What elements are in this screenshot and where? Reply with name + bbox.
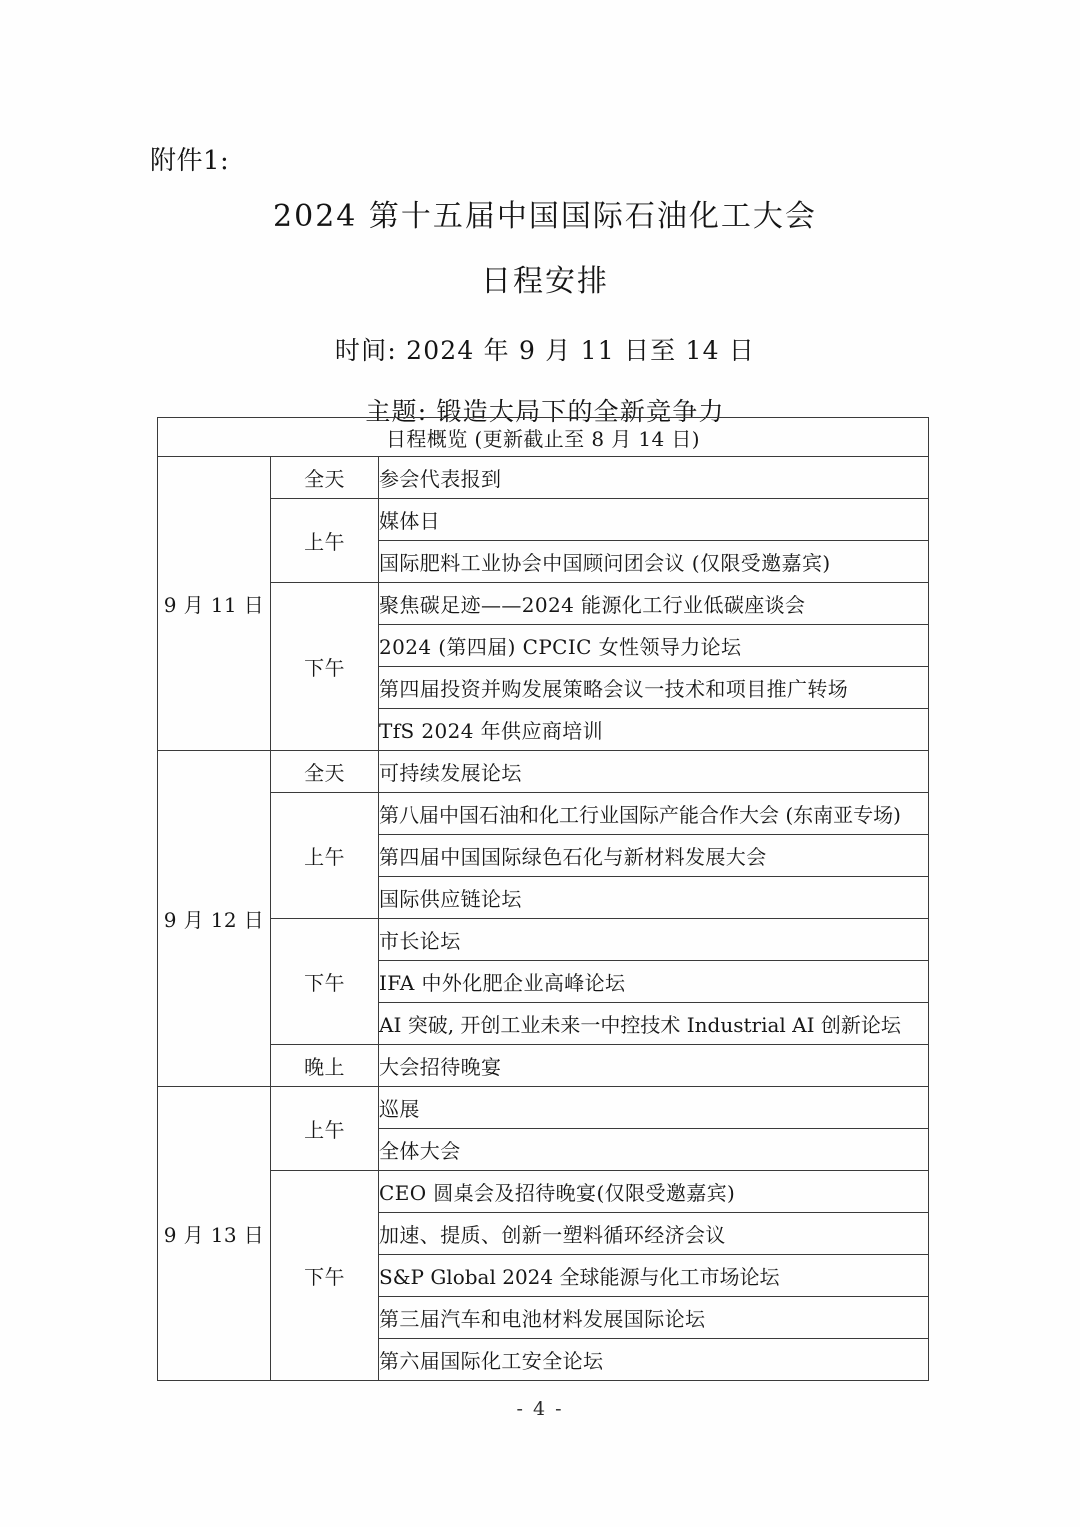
- schedule-caption: 日程概览 (更新截止至 8 月 14 日): [158, 418, 929, 457]
- schedule-event-cell: IFA 中外化肥企业高峰论坛: [379, 961, 929, 1003]
- page-number-footer: - 4 -: [516, 1398, 564, 1420]
- schedule-event-cell: 参会代表报到: [379, 457, 929, 499]
- schedule-table-container: [157, 417, 928, 1381]
- schedule-event-cell: 全体大会: [379, 1129, 929, 1171]
- schedule-event-cell: 大会招待晚宴: [379, 1045, 929, 1087]
- schedule-event-cell: 国际肥料工业协会中国顾问团会议 (仅限受邀嘉宾): [379, 541, 929, 583]
- schedule-row: [158, 1045, 929, 1087]
- schedule-daypart-cell: 晚上: [271, 1045, 379, 1087]
- schedule-caption-row: [158, 418, 929, 457]
- schedule-event-cell: S&P Global 2024 全球能源与化工市场论坛: [379, 1255, 929, 1297]
- schedule-daypart-cell: 全天: [271, 751, 379, 793]
- schedule-row: [158, 751, 929, 793]
- schedule-row: [158, 919, 929, 961]
- schedule-event-cell: 聚焦碳足迹——2024 能源化工行业低碳座谈会: [379, 583, 929, 625]
- schedule-daypart-cell: 下午: [271, 919, 379, 1045]
- schedule-daypart-cell: 上午: [271, 499, 379, 583]
- schedule-row: [158, 499, 929, 541]
- document-subtitle: 日程安排: [481, 264, 609, 300]
- document-title: 2024 第十五届中国国际石油化工大会: [273, 199, 817, 234]
- schedule-event-cell: 国际供应链论坛: [379, 877, 929, 919]
- event-theme-line: 主题: 锻造大局下的全新竞争力: [365, 396, 725, 426]
- schedule-event-cell: 第四届投资并购发展策略会议一技术和项目推广转场: [379, 667, 929, 709]
- schedule-event-cell: 第四届中国国际绿色石化与新材料发展大会: [379, 835, 929, 877]
- schedule-daypart-cell: 全天: [271, 457, 379, 499]
- schedule-event-cell: 加速、提质、创新一塑料循环经济会议: [379, 1213, 929, 1255]
- schedule-date-cell: 9 月 13 日: [158, 1087, 271, 1381]
- schedule-row: [158, 1171, 929, 1213]
- schedule-event-cell: 第三届汽车和电池材料发展国际论坛: [379, 1297, 929, 1339]
- schedule-table: [157, 417, 929, 1381]
- schedule-event-cell: CEO 圆桌会及招待晚宴(仅限受邀嘉宾): [379, 1171, 929, 1213]
- schedule-event-cell: 媒体日: [379, 499, 929, 541]
- schedule-event-cell: 第六届国际化工安全论坛: [379, 1339, 929, 1381]
- document-heading-block: [150, 196, 940, 429]
- schedule-daypart-cell: 上午: [271, 793, 379, 919]
- schedule-event-cell: 2024 (第四届) CPCIC 女性领导力论坛: [379, 625, 929, 667]
- schedule-event-cell: 可持续发展论坛: [379, 751, 929, 793]
- schedule-daypart-cell: 上午: [271, 1087, 379, 1171]
- event-time-line: 时间: 2024 年 9 月 11 日至 14 日: [334, 335, 756, 365]
- schedule-event-cell: 第八届中国石油和化工行业国际产能合作大会 (东南亚专场): [379, 793, 929, 835]
- schedule-row: [158, 1087, 929, 1129]
- schedule-row: [158, 793, 929, 835]
- attachment-label: 附件1:: [150, 146, 230, 176]
- schedule-daypart-cell: 下午: [271, 1171, 379, 1381]
- schedule-row: [158, 457, 929, 499]
- schedule-table-body: [158, 418, 929, 1381]
- schedule-event-cell: AI 突破, 开创工业未来一中控技术 Industrial AI 创新论坛: [379, 1003, 929, 1045]
- schedule-event-cell: 市长论坛: [379, 919, 929, 961]
- schedule-event-cell: TfS 2024 年供应商培训: [379, 709, 929, 751]
- schedule-date-cell: 9 月 12 日: [158, 751, 271, 1087]
- schedule-event-cell: 巡展: [379, 1087, 929, 1129]
- schedule-date-cell: 9 月 11 日: [158, 457, 271, 751]
- schedule-row: [158, 583, 929, 625]
- schedule-daypart-cell: 下午: [271, 583, 379, 751]
